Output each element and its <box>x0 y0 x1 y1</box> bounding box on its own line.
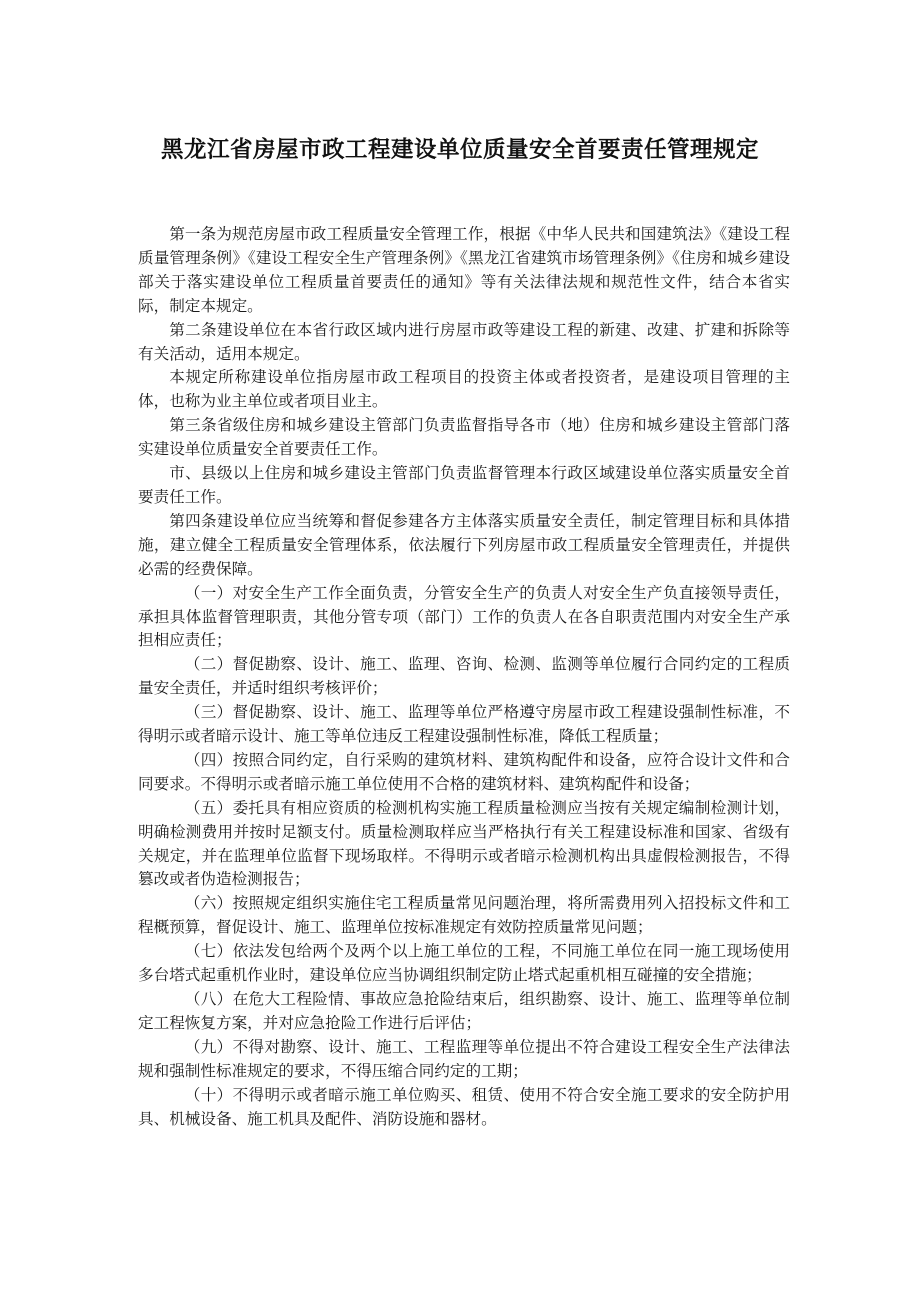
article-3: 第三条省级住房和城乡建设主管部门负责监督指导各市（地）住房和城乡建设主管部门落实建设单位质量安全首要责任工作。 <box>138 416 790 459</box>
article-4-item-3: （三）督促勘察、设计、施工、监理等单位严格遵守房屋市政工程建设强制性标准，不得明示或者暗示设计、施工等单位违反工程建设强制性标准，降低工程质量； <box>138 703 790 746</box>
article-4: 第四条建设单位应当统筹和督促参建各方主体落实质量安全责任，制定管理目标和具体措施，建立健全工程质量安全管理体系，依法履行下列房屋市政工程质量安全管理责任，并提供必需的经费保障。 <box>138 511 790 578</box>
article-1: 第一条为规范房屋市政工程质量安全管理工作，根据《中华人民共和国建筑法》《建设工程质量管理条例》《建设工程安全生产管理条例》《黑龙江省建筑市场管理条例》《住房和城乡建设部关于落实建设单位工程质量首要责任的通知》等有关法律法规和规范性文件，结合本省实际，制定本规定。 <box>138 225 790 315</box>
article-4-item-4: （四）按照合同约定，自行采购的建筑材料、建筑构配件和设备，应符合设计文件和合同要求。不得明示或者暗示施工单位使用不合格的建筑材料、建筑构配件和设备； <box>138 750 790 793</box>
article-2-definition: 本规定所称建设单位指房屋市政工程项目的投资主体或者投资者，是建设项目管理的主体，也称为业主单位或者项目业主。 <box>138 368 790 411</box>
article-3-municipal: 市、县级以上住房和城乡建设主管部门负责监督管理本行政区域建设单位落实质量安全首要责任工作。 <box>138 464 790 506</box>
article-2: 第二条建设单位在本省行政区域内进行房屋市政等建设工程的新建、改建、扩建和拆除等有关活动，适用本规定。 <box>138 320 790 363</box>
article-4-item-7: （七）依法发包给两个及两个以上施工单位的工程，不同施工单位在同一施工现场使用多台塔式起重机作业时，建设单位应当协调组织制定防止塔式起重机相互碰撞的安全措施； <box>138 942 790 985</box>
article-4-item-8: （八）在危大工程险情、事故应急抢险结束后，组织勘察、设计、施工、监理等单位制定工程恢复方案，并对应急抢险工作进行后评估； <box>138 990 790 1032</box>
document-body <box>138 223 790 1131</box>
document-title: 黑龙江省房屋市政工程建设单位质量安全首要责任管理规定 <box>160 137 759 163</box>
article-4-item-2: （二）督促勘察、设计、施工、监理、咨询、检测、监测等单位履行合同约定的工程质量安全责任，并适时组织考核评价； <box>138 655 790 698</box>
article-4-item-10: （十）不得明示或者暗示施工单位购买、租赁、使用不符合安全施工要求的安全防护用具、机械设备、施工机具及配件、消防设施和器材。 <box>138 1085 790 1128</box>
article-4-item-6: （六）按照规定组织实施住宅工程质量常见问题治理，将所需费用列入招投标文件和工程概预算，督促设计、施工、监理单位按标准规定有效防控质量常见问题； <box>138 894 790 937</box>
article-4-item-5: （五）委托具有相应资质的检测机构实施工程质量检测应当按有关规定编制检测计划，明确检测费用并按时足额支付。质量检测取样应当严格执行有关工程建设标准和国家、省级有关规定，并在监理单位监督下现场取样。不得明示或者暗示检测机构出具虚假检测报告，不得篡改或者伪造检测报告； <box>138 798 790 889</box>
article-4-item-1: （一）对安全生产工作全面负责，分管安全生产的负责人对安全生产负直接领导责任，承担具体监督管理职责，其他分管专项（部门）工作的负责人在各自职责范围内对安全生产承担相应责任； <box>138 583 790 650</box>
article-4-item-9: （九）不得对勘察、设计、施工、工程监理等单位提出不符合建设工程安全生产法律法规和强制性标准规定的要求，不得压缩合同约定的工期； <box>138 1037 790 1080</box>
